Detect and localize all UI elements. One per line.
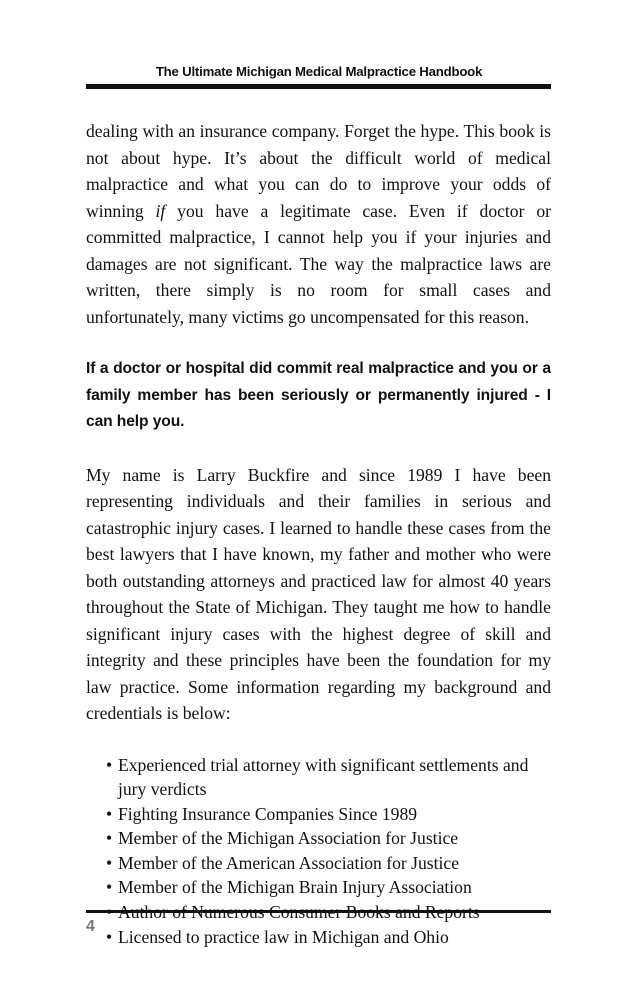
list-item <box>106 753 551 802</box>
biography-paragraph: My name is Larry Buckfire and since 1989 I have been representing individuals and their families in serious and catastrophic injury cases. I learned to handle these cases from the best lawyers that I have known, my father and mother who were both outstanding attorneys and practiced law for almost 40 years throughout the State of Michigan. They taught me how to handle significant injury cases with the highest degree of skill and integrity and these principles have been the foundation for my law practice. Some information regarding my background and credentials is below: <box>86 464 551 723</box>
list-item-text: Experienced trial attorney with significant settlements and jury verdicts <box>118 754 529 800</box>
bullet-icon: • <box>106 926 113 947</box>
callout-statement: If a doctor or hospital did commit real malpractice and you or a family member has been seriously or permanently injured - I can help you. <box>86 360 551 430</box>
intro-text-start: dealing with an insurance company. Forget the hype. This book is not about hype. It’s about the difficult world of medical malpractice and what you can do to improve your odds of winning <box>86 121 551 221</box>
running-head-title: The Ultimate Michigan Medical Malpractice Handbook <box>155 64 483 79</box>
page-number: 4 <box>86 918 95 935</box>
list-item <box>106 925 551 950</box>
header-rule <box>86 84 551 89</box>
list-item <box>106 802 551 827</box>
bullet-icon: • <box>106 754 113 775</box>
bullet-icon: • <box>106 852 113 873</box>
list-item-text: Fighting Insurance Companies Since 1989 <box>118 803 418 824</box>
bullet-icon: • <box>106 828 113 849</box>
footer-rule <box>86 910 551 913</box>
page-body <box>86 118 551 949</box>
list-item <box>106 875 551 900</box>
credentials-list <box>86 753 551 950</box>
intro-paragraph <box>86 118 551 330</box>
list-item-text: Member of the Michigan Association for Justice <box>118 828 459 849</box>
bullet-icon: • <box>106 803 113 824</box>
list-item <box>106 851 551 876</box>
bullet-icon: • <box>106 877 113 898</box>
intro-text-end: you have a legitimate case. Even if doctor or committed malpractice, I cannot help you if your injuries and damages are not significant. The way the malpractice laws are written, there simply is no room for small cases and unfortunately, many victims go uncompensated for this reason. <box>86 200 551 327</box>
list-item-text: Member of the American Association for Justice <box>118 852 460 873</box>
emphasis-if: if <box>155 200 166 221</box>
list-item-text: Licensed to practice law in Michigan and Ohio <box>118 926 449 947</box>
list-item-text: Member of the Michigan Brain Injury Association <box>118 877 472 898</box>
list-item <box>106 826 551 851</box>
